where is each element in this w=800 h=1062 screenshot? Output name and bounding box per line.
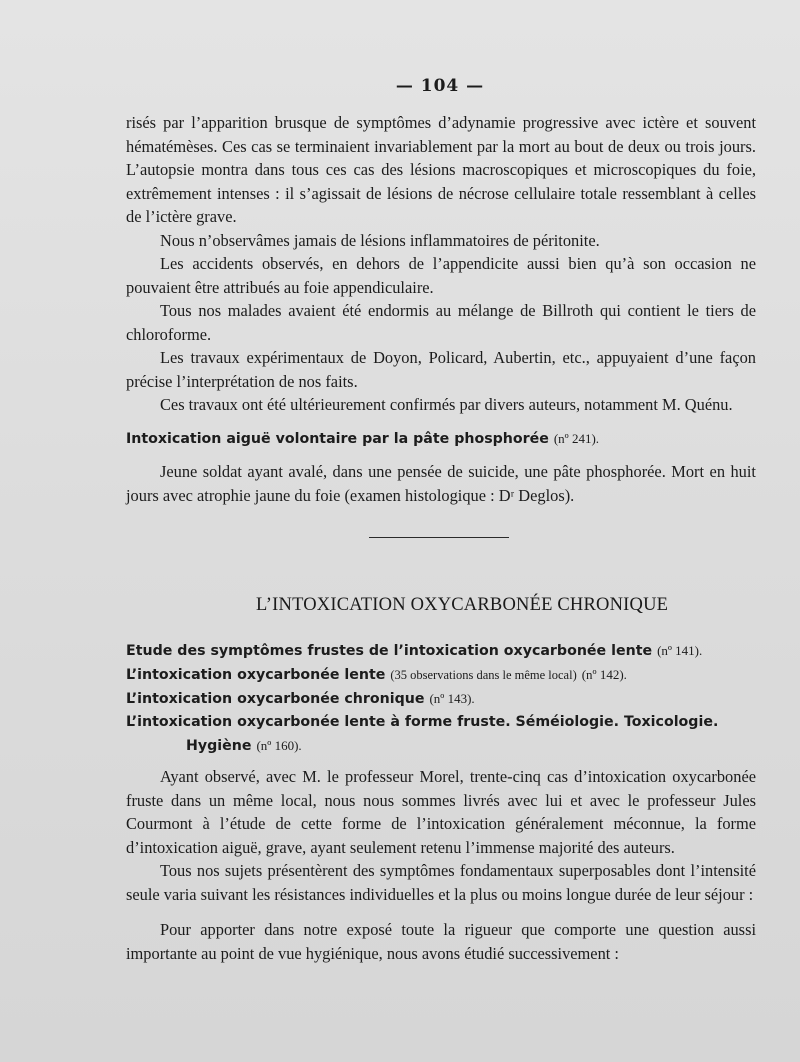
publication-title: L’intoxication oxycarbonée chronique — [126, 691, 425, 707]
page-number: — 104 — — [395, 76, 485, 96]
paragraph: Ces travaux ont été ultérieurement confirmés par divers auteurs, notamment M. Quénu. — [160, 395, 733, 414]
paragraph: Ayant observé, avec M. le professeur Morel, trente-cinq cas d’intoxication oxycarbonée fruste dans un même local, nous nous sommes livrés avec lui et avec le professeur Jules Courmont à l’étude de cette forme de l’intoxication généralement méconnue, la forme d’intoxication aiguë, grave, ayant seulement retenu l’immense majorité des auteurs. — [126, 767, 756, 857]
phosphorus-heading-title: Intoxication aiguë volontaire par la pâte phosphorée — [126, 431, 549, 447]
section-title: L’INTOXICATION OXYCARBONÉE CHRONIQUE — [256, 595, 669, 615]
publication-list — [126, 639, 756, 758]
paragraph: Tous nos malades avaient été endormis au mélange de Billroth qui contient le tiers de chloroforme. — [126, 301, 756, 344]
section-divider — [369, 537, 509, 538]
publication-ref: (nº 141). — [657, 643, 703, 658]
publication-ref: (nº 160). — [256, 738, 302, 753]
publication-title: L’intoxication oxycarbonée lente à forme fruste. Séméiologie. Toxicologie. Hygiène — [126, 714, 719, 754]
publication-title: L’intoxication oxycarbonée lente — [126, 667, 386, 683]
paragraph: Pour apporter dans notre exposé toute la rigueur que comporte une question aussi importante au point de vue hygiénique, nous avons étudié successivement : — [126, 920, 756, 963]
phosphorus-text: Jeune soldat ayant avalé, dans une pensée de suicide, une pâte phosphorée. Mort en huit jours avec atrophie jaune du foie (examen histologique : Dʳ Deglos). — [126, 462, 756, 505]
paragraph: Les travaux expérimentaux de Doyon, Policard, Aubertin, etc., appuyaient d’une façon précise l’interprétation de nos faits. — [126, 348, 756, 391]
publication-item — [126, 687, 756, 711]
paragraph: risés par l’apparition brusque de symptômes d’adynamie progressive avec ictère et souvent hématémèses. Ces cas se terminaient invariablement par la mort au bout de deux ou trois jours. L’autopsie montra dans tous ces cas des lésions macroscopiques et microscopiques du foie, extrêmement intenses : il s’agissait de lésions de nécrose cellulaire totale ressemblant à celles de l’ictère grave. — [126, 113, 756, 226]
publication-item — [126, 663, 756, 687]
phosphorus-heading — [126, 427, 756, 451]
paragraph: Les accidents observés, en dehors de l’appendicite aussi bien qu’à son occasion ne pouvaient être attribués au foie appendiculaire. — [126, 254, 756, 297]
publication-ref: (nº 142). — [581, 667, 627, 682]
publication-note: (35 observations dans le même local) — [390, 668, 577, 682]
publication-title: Etude des symptômes frustes de l’intoxication oxycarbonée lente — [126, 643, 653, 659]
publication-ref: (nº 143). — [429, 691, 475, 706]
closing-text — [126, 765, 756, 965]
intro-text — [126, 111, 756, 417]
phosphorus-section — [126, 427, 756, 507]
phosphorus-heading-ref: (nº 241). — [553, 431, 600, 446]
paragraph: Nous n’observâmes jamais de lésions inflammatoires de péritonite. — [160, 230, 600, 250]
paragraph: Tous nos sujets présentèrent des symptômes fondamentaux superposables dont l’intensité seule varia suivant les résistances individuelles et la plus ou moins longue durée de leur séjour : — [126, 861, 756, 904]
publication-item — [126, 711, 756, 758]
publication-item — [126, 639, 756, 663]
